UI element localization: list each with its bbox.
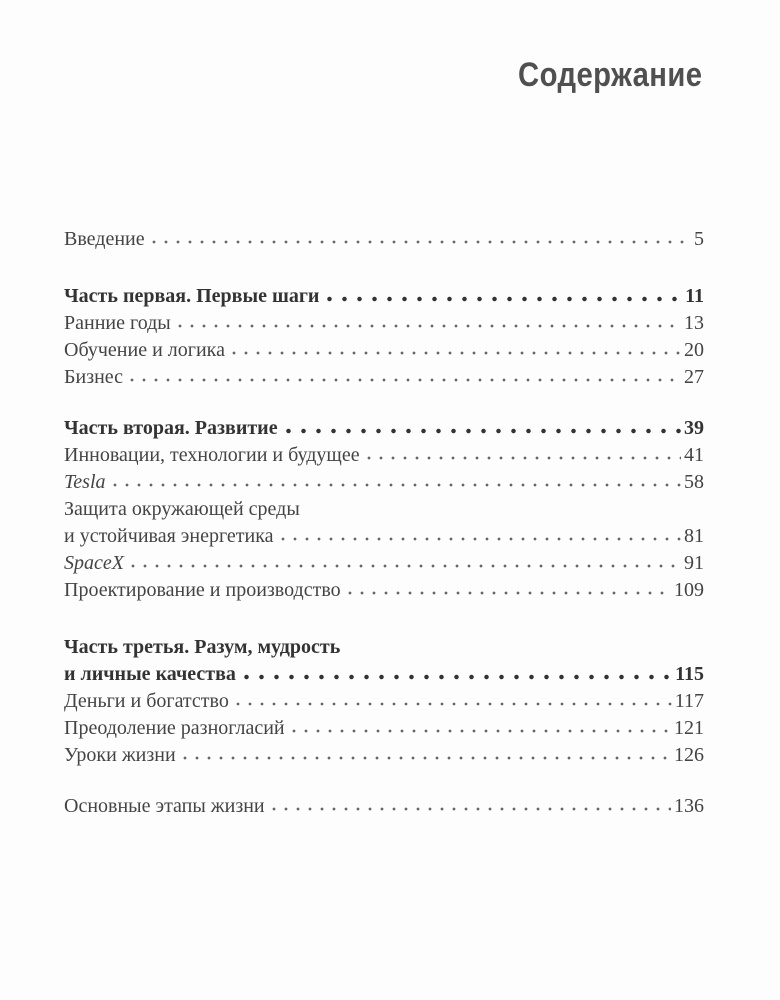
dot-leader — [322, 296, 682, 302]
dot-leader — [268, 806, 671, 812]
toc-part-1[interactable] — [64, 283, 704, 310]
dot-leader — [281, 428, 681, 434]
toc-entry-page: 20 — [684, 339, 704, 361]
toc-entry-title: Уроки жизни — [64, 744, 176, 766]
dot-leader — [232, 701, 672, 707]
dot-leader — [174, 323, 681, 329]
toc-entry-title: Ранние годы — [64, 312, 171, 334]
toc-entry-title: Обучение и логика — [64, 339, 225, 361]
toc-entry[interactable] — [64, 310, 704, 337]
toc-part-title: Часть первая. Первые шаги — [64, 285, 320, 307]
dot-leader — [363, 455, 681, 461]
toc-entry[interactable] — [64, 337, 704, 364]
dot-leader — [239, 674, 672, 680]
dot-leader — [109, 482, 681, 488]
toc-part-3[interactable] — [64, 661, 704, 688]
toc-entry[interactable] — [64, 715, 704, 742]
toc-entry-title: Проектирование и производство — [64, 579, 341, 601]
toc-entry[interactable] — [64, 523, 704, 550]
toc-part-page: 11 — [685, 285, 704, 307]
toc-entry-milestones[interactable] — [64, 793, 704, 820]
toc-part-title: Часть вторая. Развитие — [64, 417, 278, 439]
toc-entry-title: Введение — [64, 228, 145, 250]
dot-leader — [277, 536, 682, 542]
page-title: Содержание — [517, 56, 702, 94]
toc-entry-page: 41 — [684, 444, 704, 466]
toc-entry-page: 136 — [674, 795, 704, 817]
toc-entry[interactable] — [64, 577, 704, 604]
toc-entry-page: 117 — [674, 690, 704, 712]
toc-part-page: 39 — [684, 417, 704, 439]
toc-entry-title: Tesla — [64, 471, 106, 493]
toc-entry[interactable] — [64, 364, 704, 391]
toc-entry[interactable] — [64, 688, 704, 715]
toc-entry-title: SpaceX — [64, 552, 124, 574]
toc-entry-page: 81 — [684, 525, 704, 547]
toc-entry-intro[interactable] — [64, 226, 704, 253]
toc-entry[interactable] — [64, 442, 704, 469]
toc-entry-page: 91 — [684, 552, 704, 574]
dot-leader — [127, 563, 681, 569]
toc-entry[interactable] — [64, 469, 704, 496]
dot-leader — [126, 377, 681, 383]
toc-entry-title: Преодоление разногласий — [64, 717, 285, 739]
toc-entry-page: 126 — [674, 744, 704, 766]
toc-entry-title: Инновации, технологии и будущее — [64, 444, 360, 466]
toc-entry-page: 121 — [674, 717, 704, 739]
toc-entry-title: и устойчивая энергетика — [64, 525, 274, 547]
toc-entry-page: 58 — [684, 471, 704, 493]
dot-leader — [344, 590, 671, 596]
toc-entry[interactable] — [64, 550, 704, 577]
toc-entry-title: Бизнес — [64, 366, 124, 388]
toc-entry-title-line: Защита окружающей среды — [64, 498, 300, 520]
dot-leader — [148, 239, 691, 245]
dot-leader — [179, 755, 671, 761]
toc-part-title: и личные качества — [64, 663, 236, 685]
dot-leader — [228, 350, 681, 356]
table-of-contents — [64, 226, 704, 820]
dot-leader — [288, 728, 671, 734]
toc-entry-page: 13 — [684, 312, 704, 334]
toc-entry-title: Деньги и богатство — [64, 690, 229, 712]
toc-part-2[interactable] — [64, 415, 704, 442]
toc-entry-page: 27 — [684, 366, 704, 388]
toc-entry-page: 5 — [694, 228, 704, 250]
toc-part-page: 115 — [675, 663, 704, 685]
toc-entry-page: 109 — [674, 579, 704, 601]
toc-entry[interactable] — [64, 742, 704, 769]
toc-entry-title: Основные этапы жизни — [64, 795, 265, 817]
toc-part-title-line: Часть третья. Разум, мудрость — [64, 636, 341, 658]
